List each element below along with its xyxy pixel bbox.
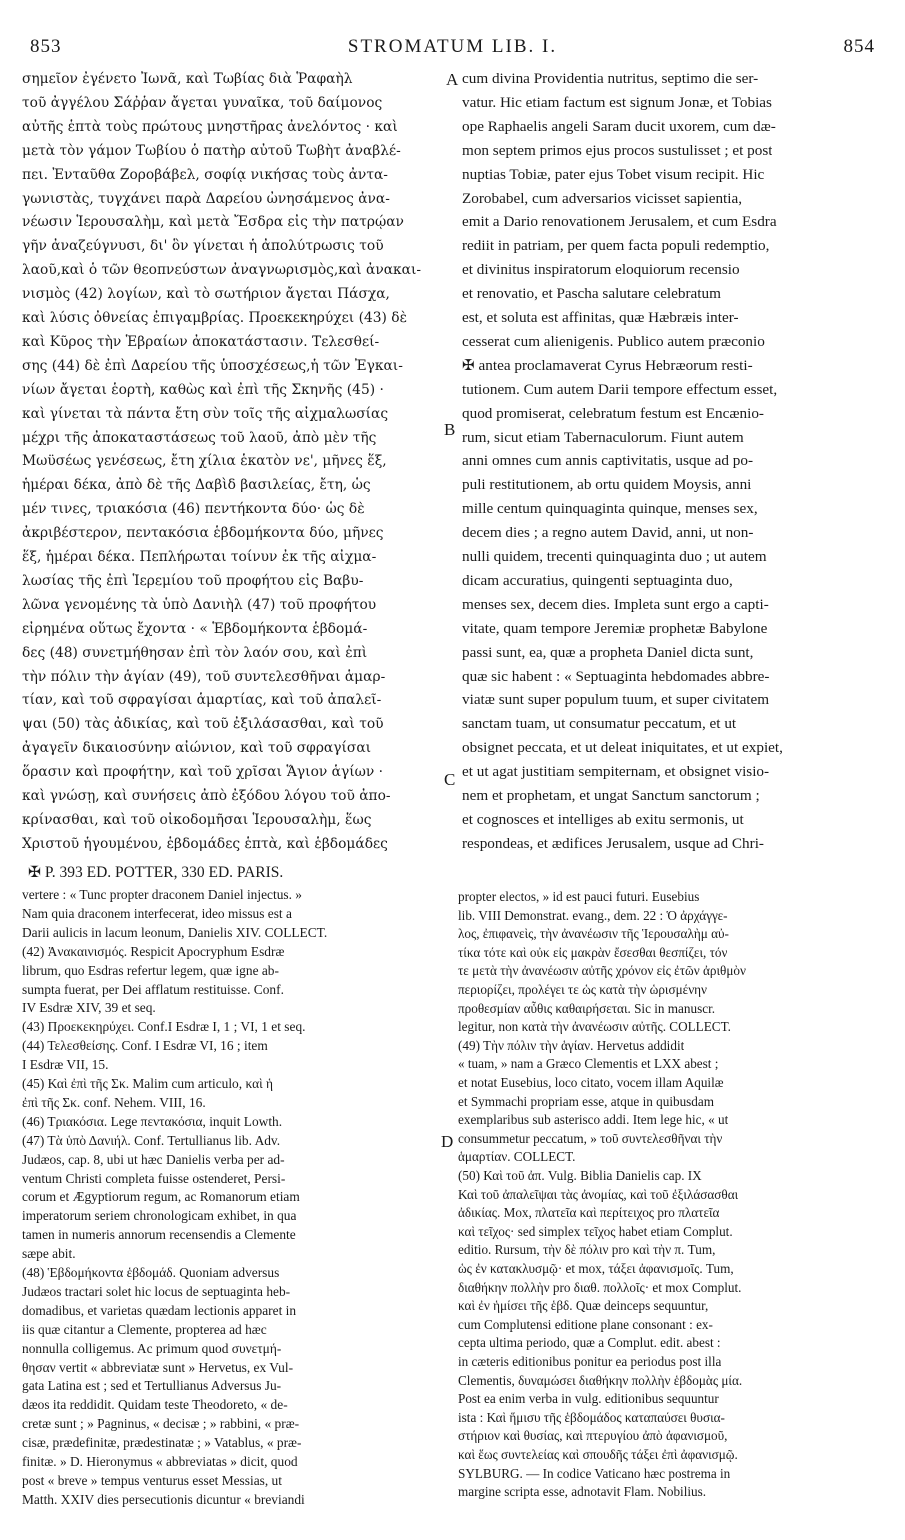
footnote-line: iis quæ citantur a Clemente, propterea ad hæc <box>22 1321 267 1337</box>
footnote-line: ἐπὶ τῆς Σκ. conf. Nehem. VIII, 16. <box>22 1094 206 1110</box>
footnote-line: περιορίζει, προλέγει τε ὡς κατὰ τὴν ὡρισμένην <box>458 982 708 997</box>
footnote-line: cretæ sunt ; » Pagninus, « decisæ ; » rabbini, « præ- <box>22 1416 300 1432</box>
footnote-line: et notat Eusebius, loco citato, vocem illam Aquilæ <box>458 1075 724 1090</box>
footnote-line: Darii aulicis in lacum leonum, Danielis XIV. COLLECT. <box>22 924 328 940</box>
footnote-line: « tuam, » nam a Græco Clementis et LXX abest ; <box>458 1056 719 1072</box>
footnote-line: vertere : « Tunc propter draconem Daniel injectus. » <box>22 887 303 902</box>
greek-text-line: λαοῦ,καὶ ὁ τῶν θεοπνεύστων ἀναγνωρισμὸς,καὶ ἀνακαι- <box>22 262 422 279</box>
footnote-line: καὶ τεῖχος· sed simplex τεῖχος habet etiam Complut. <box>458 1223 733 1239</box>
greek-text-line: δες (48) συνετμήθησαν ἐπὶ τὸν λαόν σου, καὶ ἐπὶ <box>22 644 368 661</box>
greek-text-line: τὴν πόλιν τὴν ἁγίαν (49), τοῦ συντελεσθῆναι ἁμαρ- <box>22 668 386 685</box>
latin-text-line: mon septem primos ejus procos sustulisset ; et post <box>462 141 773 159</box>
margin-letter-a: A <box>446 70 459 89</box>
greek-text-line: γῆν ἀναζεύγνυσι, δι' ὃν γίνεται ἡ ἀπολύτρωσις τοῦ <box>22 238 384 255</box>
footnote-line: I Esdræ VII, 15. <box>22 1057 109 1073</box>
latin-text-line: et ut agat justitiam sempiternam, et obsignet visio- <box>462 763 770 781</box>
footnote-line: ista : Καὶ ἥμισυ τῆς ἑβδομάδος καταπαύσει θυσια- <box>458 1409 725 1425</box>
footnote-line: ἀδικίας. Mox, πλατεῖα καὶ περίτειχος pro πλατεῖα <box>458 1205 720 1221</box>
latin-text-column <box>462 68 882 863</box>
footnote-line: (45) Καὶ ἐπὶ τῆς Σκ. Malim cum articulo, καὶ ἡ <box>22 1076 274 1091</box>
greek-text-line: ἀγαγεῖν δικαιοσύνην αἰώνιον, καὶ τοῦ σφραγίσαι <box>22 740 372 757</box>
footnote-line: τε μετὰ τὴν ἀνανέωσιν αὐτῆς χρόνον εἰς ἐτῶν ἀριθμὸν <box>458 963 746 979</box>
latin-text-line: et renovatio, et Pascha salutare celebratum <box>462 285 721 303</box>
latin-text-line: quod promiserat, celebratum festum est Encænio- <box>462 404 764 422</box>
footnote-line: προθεσμίαν αὖθις καθαιρήσεται. Sic in manuscr. <box>458 1000 716 1016</box>
footnote-line: sumpta fuerat, per Dei afflatum restituisse. Conf. <box>22 981 284 997</box>
greek-text-line: τίαν, καὶ τοῦ σφραγίσαι ἁμαρτίας, καὶ τοῦ ἀπαλεῖ- <box>22 692 382 709</box>
greek-text-line: λῶνα γενομένης τὰ ὑπὸ Δανιὴλ (47) τοῦ προφήτου <box>22 596 377 613</box>
footnote-line: Matth. XXIV dies persecutionis dicuntur « breviandi <box>22 1491 305 1507</box>
latin-text-line: et divinitus inspiratorum eloquiorum recensio <box>462 261 740 279</box>
footnote-line: propter electos, » id est pauci futuri. Eusebius <box>458 889 700 904</box>
latin-text-line: vatur. Hic etiam factum est signum Jonæ, et Tobias <box>462 93 772 111</box>
greek-text-line: νίων ἄγεται ἑορτὴ, καθὼς καὶ ἐπὶ τῆς Σκηνῆς (45) · <box>22 381 384 398</box>
footnote-line: (44) Τελεσθείσης. Conf. I Esdræ VI, 16 ; item <box>22 1038 268 1054</box>
footnote-line: ventum Christi completa fuisse ostenderet, Persi- <box>22 1170 286 1186</box>
latin-text-line: emit a Dario renovationem Jerusalem, et cum Esdra <box>462 213 777 231</box>
latin-text-line: nem et prophetam, et ungat Sanctum sanctorum ; <box>462 787 760 804</box>
latin-text-line: nulli quidem, trecenti quinquaginta duo ; ut autem <box>462 548 767 565</box>
latin-text-line: dicam accuratius, quingenti septuaginta duo, <box>462 571 733 589</box>
greek-text-line: σημεῖον ἐγένετο Ἰωνᾶ, καὶ Τωβίας διὰ Ῥαφαὴλ <box>22 71 353 87</box>
footnote-line: consummetur peccatum, » τοῦ συντελεσθῆναι τὴν <box>458 1130 723 1146</box>
greek-text-line: μέχρι τῆς ἀποκαταστάσεως τοῦ λαοῦ, ἀπὸ μὲν τῆς <box>22 429 377 446</box>
latin-text-line: et cognosces et intelliges ab exitu sermonis, ut <box>462 810 744 828</box>
greek-text-line: καὶ γνώσῃ, καὶ συνήσεις ἀπὸ ἐξόδου λόγου τοῦ ἀπο- <box>22 788 391 804</box>
footnote-line: Post ea enim verba in vulg. editionibus sequuntur <box>458 1391 719 1407</box>
greek-text-line: Μωϋσέως γενέσεως, ἔτη χίλια ἑκατὸν νε', μῆνες ἕξ, <box>22 453 387 470</box>
footnote-line: cisæ, prædefinitæ, prædestinatæ ; » Vatablus, « præ- <box>22 1435 302 1451</box>
footnote-line: (48) Ἑβδομήκοντα ἑβδομάδ. Quoniam adversus <box>22 1265 280 1280</box>
footnote-line: θησαν vertit « abbreviatæ sunt » Hervetus, ex Vul- <box>22 1359 294 1375</box>
greek-text-line: ὅρασιν καὶ προφήτην, καὶ τοῦ χρῖσαι Ἅγιον ἁγίων · <box>22 764 384 781</box>
footnote-line: margine scripta esse, adnotavit Flam. Nobilius. <box>458 1484 707 1500</box>
latin-text-line: nuptias Tobiæ, pater ejus Tobet visum recipit. Hic <box>462 165 765 183</box>
footnote-line: in cæteris editionibus ponitur ea periodus post illa <box>458 1354 722 1369</box>
footnote-line: dæos ita reddidit. Quidam teste Theodoreto, « de- <box>22 1397 288 1413</box>
footnote-line: Nam quia draconem interfecerat, ideo missus est a <box>22 905 292 921</box>
latin-text-line: anni omnes cum annis captivitatis, usque ad po- <box>462 452 754 470</box>
greek-text-line: νισμὸς (42) λογίων, καὶ τὸ σωτήριον ἄγεται Πάσχα, <box>22 286 390 303</box>
footnote-line: finitæ. » D. Hieronymus « abbreviatas » dicit, quod <box>22 1454 298 1469</box>
greek-text-line: καὶ γίνεται τὰ πάντα ἔτη σὺν τοῖς τῆς αἰχμαλωσίας <box>22 405 389 422</box>
footnote-line: διαθήκην πολλὴν pro διαθ. πολλοῖς· et mox Complut. <box>458 1279 742 1295</box>
greek-text-line: κρίνασθαι, καὶ τοῦ οἰκοδομῆσαι Ἱερουσαλὴμ, ἕως <box>22 811 372 828</box>
footnote-line: ἁμαρτίαν. COLLECT. <box>458 1149 576 1165</box>
latin-text-line: est, et soluta est affinitas, quæ Hæbræis inter- <box>462 309 739 326</box>
footnote-line: (46) Τριακόσια. Lege πεντακόσια, inquit Lowth. <box>22 1113 283 1129</box>
footnote-line: gata Latina est ; sed et Tertullianus Adversus Ju- <box>22 1378 282 1394</box>
footnote-line: corum et Ægyptiorum regum, ac Romanorum etiam <box>22 1189 300 1205</box>
margin-letter-b: B <box>444 420 456 439</box>
footnote-line: Καὶ τοῦ ἀπαλεῖψαι τὰς ἀνομίας, καὶ τοῦ ἐξιλάσασθαι <box>458 1186 739 1202</box>
latin-text-line: respondeas, et ædifices Jerusalem, usque ad Chri- <box>462 834 764 852</box>
footnotes-right <box>458 888 884 1528</box>
latin-text-line: cesserat cum alienigenis. Publico autem præconio <box>462 332 765 350</box>
latin-text-line: quæ sic habent : « Septuaginta hebdomades abbre- <box>462 667 770 685</box>
footnote-line: IV Esdræ XIV, 39 et seq. <box>22 1000 156 1016</box>
latin-text-line: sanctam tuam, ut consumatur peccatum, et ut <box>462 715 737 733</box>
footnote-line: (50) Καὶ τοῦ ἀπ. Vulg. Biblia Danielis cap. IX <box>458 1168 702 1183</box>
margin-letter-d: D <box>441 1132 454 1151</box>
page-number-left: 853 <box>30 36 62 57</box>
footnote-line: domadibus, et varietas quædam lectionis apparet in <box>22 1302 297 1318</box>
footnote-line: cum Complutensi editione plane consonant : ex- <box>458 1316 713 1332</box>
greek-text-line: Χριστοῦ ἡγουμένου, ἑβδομάδες ἑπτὰ, καὶ ἑβδομάδες <box>22 835 388 852</box>
greek-text-line: γωνιστὰς, τυγχάνει παρὰ Δαρείου ὠνησάμενος ἀνα- <box>22 190 390 207</box>
greek-text-line: καὶ λύσις ὀθνείας ἐπιγαμβρίας. Προεκεκηρύχει (43) δὲ <box>22 310 407 326</box>
footnote-line: SYLBURG. — In codice Vaticano hæc postrema in <box>458 1465 731 1481</box>
page-number-right: 854 <box>843 36 875 57</box>
greek-text-line: καὶ Κῦρος τὴν Ἑβραίων ἀποκατάστασιν. Τελεσθεί- <box>22 333 380 350</box>
latin-text-line: rediit in patriam, per quem facta populi redemptio, <box>462 237 770 255</box>
footnote-line: exemplaribus sub asterisco addi. Item lege hic, « ut <box>458 1112 729 1128</box>
greek-text-line: νέωσιν Ἱερουσαλὴμ, καὶ μετὰ Ἔσδρα εἰς τὴν πατρῴαν <box>22 214 404 231</box>
latin-text-line: puli restitutionem, ab ortu quidem Moysis, anni <box>462 476 752 494</box>
footnote-line: cepta ultima periodo, quæ a Complut. edit. abest : <box>458 1335 721 1351</box>
latin-text-line: viatæ sunt super populum tuum, et super civitatem <box>462 691 770 709</box>
footnote-line: (42) Ἀνακαινισμός. Respicit Apocryphum Esdræ <box>22 943 285 959</box>
latin-text-line: tutionem. Cum autem Darii tempore effectum esset, <box>462 380 778 398</box>
footnote-line: Judæos tractari solet hic locus de septuaginta heb- <box>22 1283 291 1299</box>
footnotes-left <box>22 886 452 1516</box>
footnote-line: (49) Τὴν πόλιν τὴν ἁγίαν. Hervetus addidit <box>458 1037 685 1053</box>
greek-text-column <box>22 68 452 863</box>
footnote-line: et Symmachi propriam esse, atque in quibusdam <box>458 1093 715 1109</box>
greek-text-line: τοῦ ἀγγέλου Σάῤῥαν ἄγεται γυναῖκα, τοῦ δαίμονος <box>22 94 383 111</box>
footnote-line: καὶ ἐν ἡμίσει τῆς ἑβδ. Quæ deinceps sequuntur, <box>458 1298 709 1314</box>
latin-text-line: obsignet peccata, et ut deleat iniquitates, et ut expiet, <box>462 739 783 757</box>
latin-text-line: mille centum quinquaginta quinque, menses sex, <box>462 500 758 518</box>
footnote-line: editio. Rursum, τὴν δὲ πόλιν pro καὶ τὴν π. Tum, <box>458 1242 716 1258</box>
footnote-line: sæpe abit. <box>22 1246 76 1262</box>
footnote-line: tamen in numeris annorum recensendis a Clemente <box>22 1227 296 1243</box>
footnote-line: legitur, non κατὰ τὴν ἀνανέωσιν αὐτῆς. COLLECT. <box>458 1019 731 1035</box>
footnote-line: post « breve » tempus venturus esset Messias, ut <box>22 1472 282 1488</box>
footnote-line: στήριον καὶ θυσίας, καὶ πτερυγίου ἀπὸ ἀφανισμοῦ, <box>458 1428 728 1444</box>
greek-text-line: ψαι (50) τὰς ἀδικίας, καὶ τοῦ ἐξιλάσασθαι, καὶ τοῦ <box>22 716 384 733</box>
margin-letter-c: C <box>444 770 456 789</box>
latin-text-line: ope Raphaelis angeli Saram ducit uxorem, cum dæ- <box>462 117 776 135</box>
footnote-line: librum, quo Esdras refertur legem, quæ igne ab- <box>22 962 279 978</box>
greek-text-line: λωσίας τῆς ἐπὶ Ἱερεμίου τοῦ προφήτου εἰς Βαβυ- <box>22 572 364 589</box>
footnote-line: (47) Τὰ ὑπὸ Δανιήλ. Conf. Tertullianus lib. Adv. <box>22 1132 281 1148</box>
latin-text-line: menses sex, decem dies. Impleta sunt ergo a capti- <box>462 595 769 613</box>
greek-text-line: μετὰ τὸν γάμον Τωβίου ὁ πατὴρ αὐτοῦ Τωβὴτ ἀναβλέ- <box>22 142 401 159</box>
latin-text-line: decem dies ; a regno autem David, anni, ut non- <box>462 524 754 542</box>
footnote-line: nonnulla colligemus. Ac primum quod συνετμή- <box>22 1340 282 1356</box>
greek-text-line: ἡμέραι δέκα, ἀπὸ δὲ τῆς Δαβὶδ βασιλείας, ἔτη, ὡς <box>22 477 371 494</box>
latin-text-line: cum divina Providentia nutritus, septimo die ser- <box>462 70 759 87</box>
greek-text-line: μέν τινες, τριακόσια (46) πεντήκοντα δύο· ὡς δὲ <box>22 501 365 518</box>
footnote-line: Clementis, δυναμώσει διαθήκην πολλὴν ἑβδομὰς μία. <box>458 1372 743 1388</box>
running-title: STROMATUM LIB. I. <box>347 36 558 57</box>
footnote-line: καὶ ἕως συντελείας καὶ σπουδῆς τάξει ἐπὶ ἀφανισμῷ. <box>458 1447 738 1462</box>
latin-text-line: Zorobabel, cum adversarios vicisset sapientia, <box>462 189 743 207</box>
footnote-line: lib. VIII Demonstrat. evang., dem. 22 : Ὁ ἀρχάγγε- <box>458 907 728 923</box>
greek-text-line: αὐτῆς ἑπτὰ τοὺς πρώτους μνηστῆρας ἀνελόντος · καὶ <box>22 118 398 135</box>
running-head <box>30 36 875 58</box>
footnote-line: λος, ἐπιφανεὶς, τὴν ἀνανέωσιν τῆς Ἱερουσαλὴμ αὐ- <box>458 926 729 942</box>
latin-text-line: ✠ antea proclamaverat Cyrus Hebræorum resti- <box>462 356 753 374</box>
footnote-line: τίκα τότε καὶ οὐκ εἰς μακρὰν ἔσεσθαι θεσπίζει, τόν <box>458 944 728 960</box>
greek-text-line: πει. Ἐνταῦθα Ζοροβάβελ, σοφίᾳ νικήσας τοὺς ἀντα- <box>22 166 388 183</box>
footnote-line: Judæos, cap. 8, ubi ut hæc Danielis verba per ad- <box>22 1151 285 1167</box>
latin-text-line: vitate, quam tempore Jeremiæ prophetæ Babylone <box>462 619 768 637</box>
footnote-line: (43) Προεκεκηρύχει. Conf.I Esdræ I, 1 ; VI, 1 et seq. <box>22 1019 306 1035</box>
greek-text-line: εἰρημένα οὕτως ἔχοντα · « Ἑβδομήκοντα ἑβδομά- <box>22 620 368 637</box>
footnote-line: ὡς ἐν κατακλυσμῷ· et mox, τάξει ἀφανισμοῖς. Tum, <box>458 1261 734 1276</box>
greek-text-line: ἕξ, ἡμέραι δέκα. Πεπλήρωται τοίνυν ἐκ τῆς αἰχμα- <box>22 549 377 565</box>
edition-reference: ✠ P. 393 ED. POTTER, 330 ED. PARIS. <box>28 864 284 881</box>
latin-text-line: rum, sicut etiam Tabernaculorum. Fiunt autem <box>462 428 744 446</box>
greek-text-line: σης (44) δὲ ἐπὶ Δαρείου τῆς ὑποσχέσεως,ἡ τῶν Ἐγκαι- <box>22 357 403 374</box>
latin-text-line: passi sunt, ea, quæ a propheta Daniel dicta sunt, <box>462 643 754 661</box>
greek-text-line: ἀκριβέστερον, πεντακόσια ἑβδομήκοντα δύο, μῆνες <box>22 525 384 542</box>
footnote-line: imperatorum seriem chronologicam exhibet, in qua <box>22 1208 297 1224</box>
